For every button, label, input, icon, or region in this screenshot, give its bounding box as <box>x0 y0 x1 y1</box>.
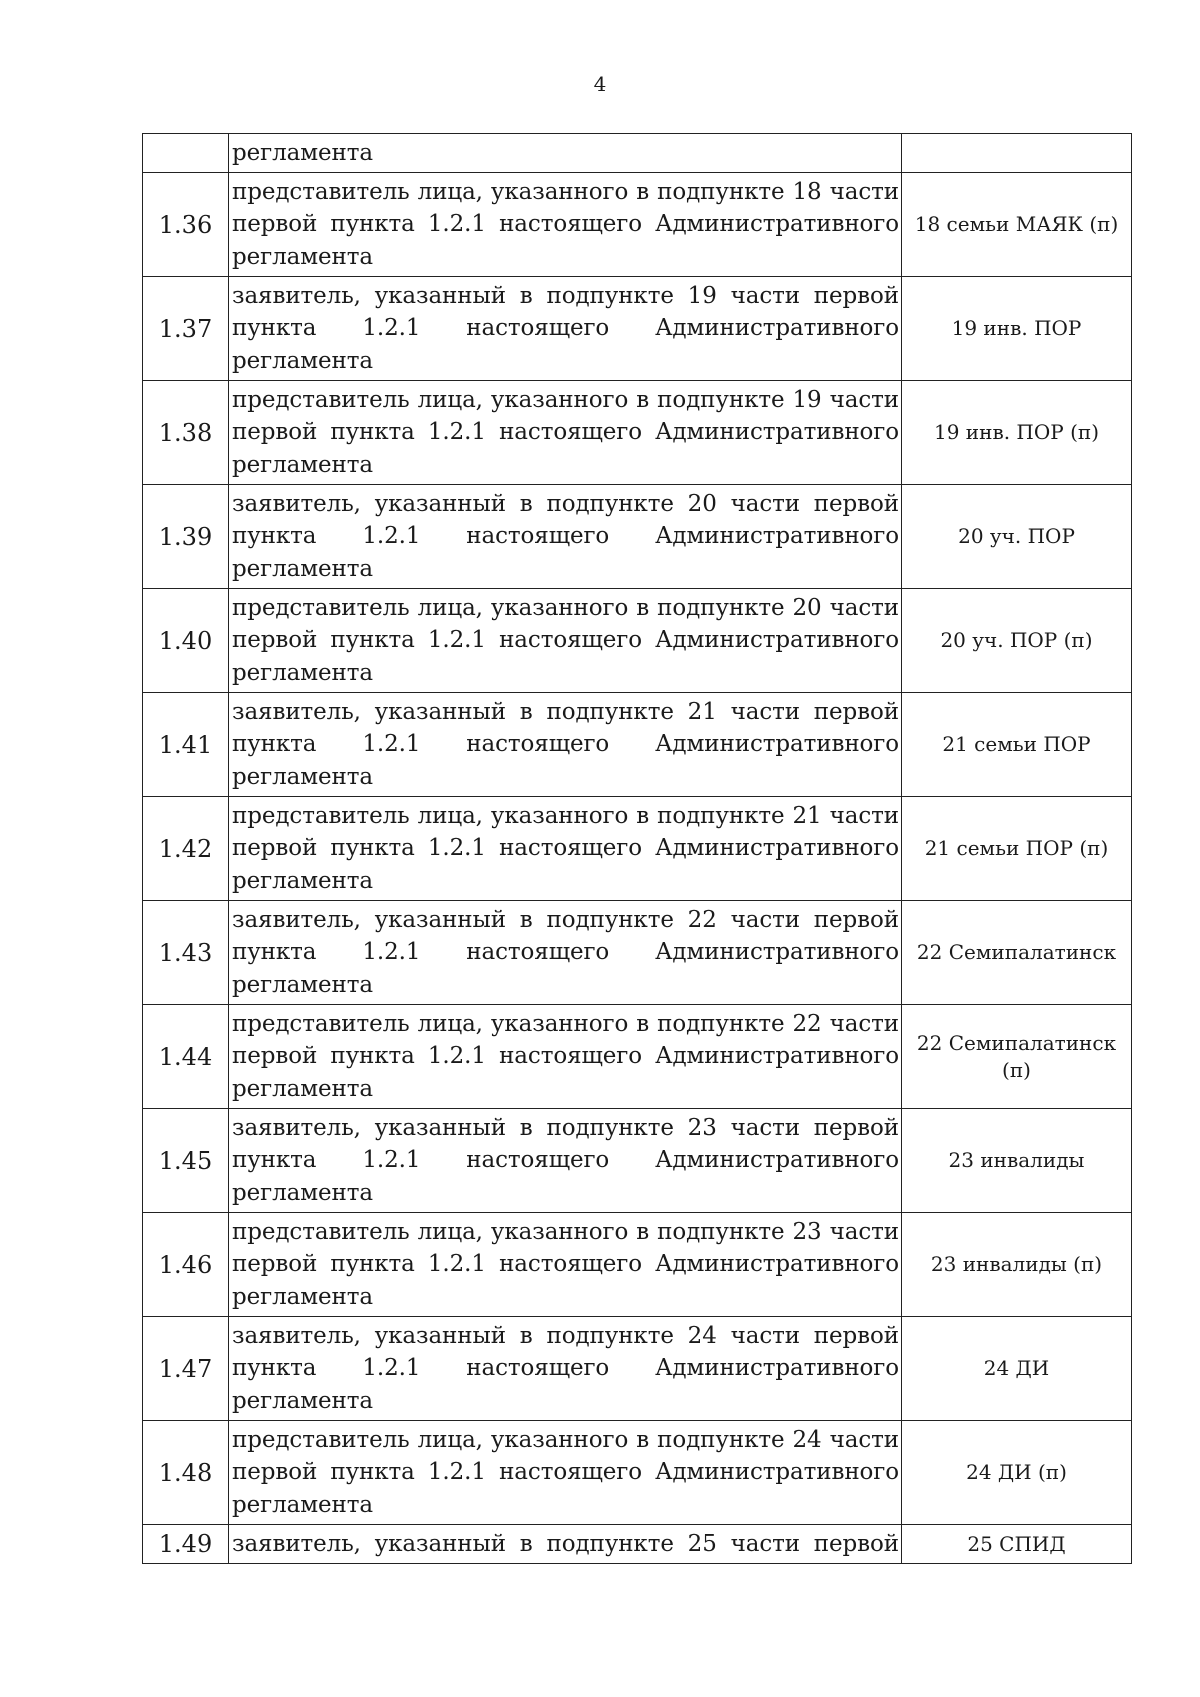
row-code: 24 ДИ (п) <box>902 1421 1132 1525</box>
row-description: представитель лица, указанного в подпункте 20 части первой пункта 1.2.1 настоящего Административного регламента <box>229 589 902 693</box>
row-number: 1.48 <box>143 1421 229 1525</box>
row-code: 25 СПИД <box>902 1525 1132 1564</box>
row-number: 1.49 <box>143 1525 229 1564</box>
row-description: представитель лица, указанного в подпункте 19 части первой пункта 1.2.1 настоящего Административного регламента <box>229 381 902 485</box>
table-row <box>143 1317 1132 1421</box>
table-row <box>143 485 1132 589</box>
row-code: 21 семьи ПОР (п) <box>902 797 1132 901</box>
row-code: 20 уч. ПОР <box>902 485 1132 589</box>
row-code: 23 инвалиды (п) <box>902 1213 1132 1317</box>
row-description: заявитель, указанный в подпункте 21 части первой пункта 1.2.1 настоящего Административного регламента <box>229 693 902 797</box>
table-row <box>143 1421 1132 1525</box>
table-row <box>143 1109 1132 1213</box>
row-code: 19 инв. ПОР (п) <box>902 381 1132 485</box>
table-row <box>143 589 1132 693</box>
row-number: 1.43 <box>143 901 229 1005</box>
row-code: 20 уч. ПОР (п) <box>902 589 1132 693</box>
table-row <box>143 901 1132 1005</box>
table-row <box>143 1005 1132 1109</box>
row-code: 19 инв. ПОР <box>902 277 1132 381</box>
row-number: 1.40 <box>143 589 229 693</box>
row-description: представитель лица, указанного в подпункте 23 части первой пункта 1.2.1 настоящего Административного регламента <box>229 1213 902 1317</box>
row-number: 1.41 <box>143 693 229 797</box>
row-code: 21 семьи ПОР <box>902 693 1132 797</box>
table-row <box>143 1213 1132 1317</box>
row-description: представитель лица, указанного в подпункте 22 части первой пункта 1.2.1 настоящего Административного регламента <box>229 1005 902 1109</box>
row-description: представитель лица, указанного в подпункте 21 части первой пункта 1.2.1 настоящего Административного регламента <box>229 797 902 901</box>
row-number: 1.36 <box>143 173 229 277</box>
row-number: 1.39 <box>143 485 229 589</box>
row-description: заявитель, указанный в подпункте 25 части первой <box>229 1525 902 1564</box>
table-row <box>143 277 1132 381</box>
row-number: 1.44 <box>143 1005 229 1109</box>
row-code <box>902 134 1132 173</box>
table-row-truncated <box>143 1525 1132 1564</box>
row-code: 23 инвалиды <box>902 1109 1132 1213</box>
row-number: 1.37 <box>143 277 229 381</box>
row-number: 1.45 <box>143 1109 229 1213</box>
row-description: заявитель, указанный в подпункте 23 части первой пункта 1.2.1 настоящего Административного регламента <box>229 1109 902 1213</box>
row-description: представитель лица, указанного в подпункте 24 части первой пункта 1.2.1 настоящего Административного регламента <box>229 1421 902 1525</box>
row-description: заявитель, указанный в подпункте 22 части первой пункта 1.2.1 настоящего Административного регламента <box>229 901 902 1005</box>
table-body <box>143 134 1132 1564</box>
page-number: 4 <box>593 72 607 96</box>
table-row <box>143 173 1132 277</box>
row-description: регламента <box>229 134 902 173</box>
row-number: 1.38 <box>143 381 229 485</box>
applicants-table <box>142 133 1132 1564</box>
row-code: 22 Семипалатинск (п) <box>902 1005 1132 1109</box>
row-description: заявитель, указанный в подпункте 19 части первой пункта 1.2.1 настоящего Административного регламента <box>229 277 902 381</box>
row-code: 18 семьи МАЯК (п) <box>902 173 1132 277</box>
table-row <box>143 381 1132 485</box>
table-row <box>143 693 1132 797</box>
row-number: 1.46 <box>143 1213 229 1317</box>
row-number: 1.47 <box>143 1317 229 1421</box>
row-description: представитель лица, указанного в подпункте 18 части первой пункта 1.2.1 настоящего Административного регламента <box>229 173 902 277</box>
row-description: заявитель, указанный в подпункте 20 части первой пункта 1.2.1 настоящего Административного регламента <box>229 485 902 589</box>
table-row <box>143 797 1132 901</box>
row-number <box>143 134 229 173</box>
table-row-continuation <box>143 134 1132 173</box>
row-description: заявитель, указанный в подпункте 24 части первой пункта 1.2.1 настоящего Административного регламента <box>229 1317 902 1421</box>
row-code: 24 ДИ <box>902 1317 1132 1421</box>
row-number: 1.42 <box>143 797 229 901</box>
row-code: 22 Семипалатинск <box>902 901 1132 1005</box>
